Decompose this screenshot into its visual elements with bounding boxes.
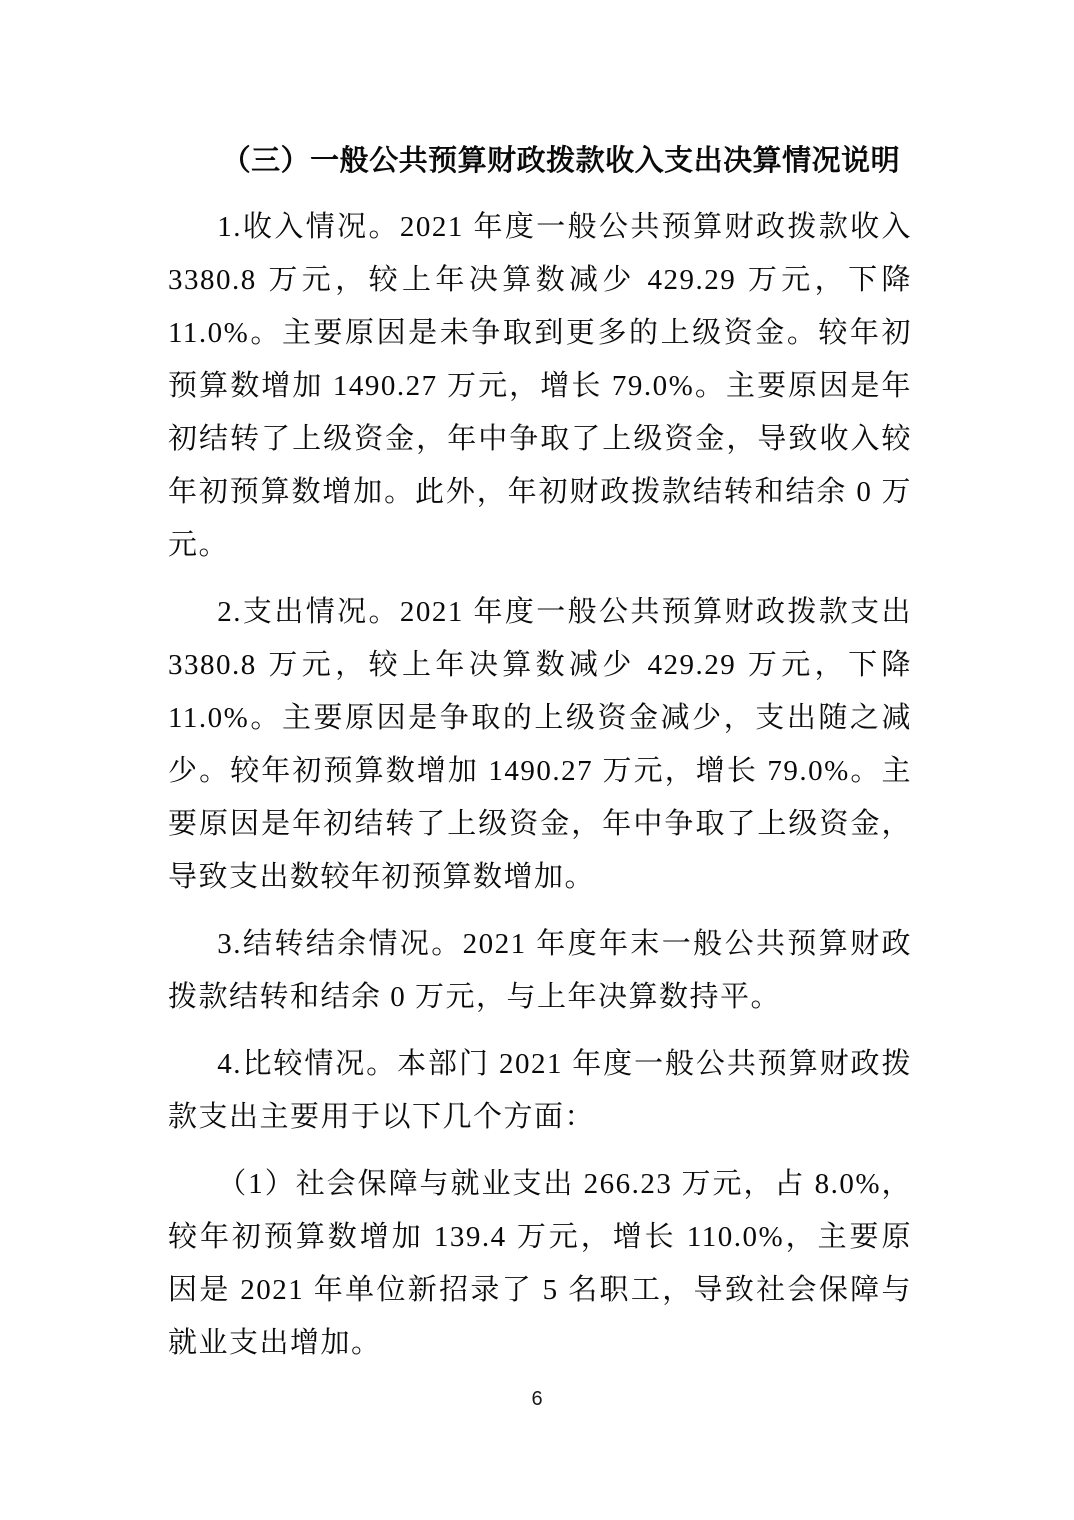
paragraph-carryover-balance: 3.结转结余情况。2021 年度年末一般公共预算财政拨款结转和结余 0 万元，与上年决算数持平。 (168, 928, 912, 1013)
paragraph-income-situation: 1.收入情况。2021 年度一般公共预算财政拨款收入 3380.8 万元，较上年决算数减少 429.29 万元，下降 11.0%。主要原因是未争取到更多的上级资金。较年初预算数增加 1490.27 万元，增长 79.0%。主要原因是年初结转了上级资金，年中争取了上级资金，导致收入较年初预算数增加。此外，年初财政拨款结转和结余 0 万元。 (168, 211, 912, 561)
section-heading: （三）一般公共预算财政拨款收入支出决算情况说明 (221, 145, 901, 177)
page-number: 6 (531, 1388, 543, 1410)
paragraph-comparison-intro: 4.比较情况。本部门 2021 年度一般公共预算财政拨款支出主要用于以下几个方面： (168, 1048, 912, 1133)
paragraph-expenditure-situation: 2.支出情况。2021 年度一般公共预算财政拨款支出 3380.8 万元，较上年决算数减少 429.29 万元，下降 11.0%。主要原因是争取的上级资金减少，支出随之减少。较年初预算数增加 1490.27 万元，增长 79.0%。主要原因是年初结转了上级资金，年中争取了上级资金，导致支出数较年初预算数增加。 (168, 596, 912, 893)
paragraph-social-security-expense: （1）社会保障与就业支出 266.23 万元，占 8.0%，较年初预算数增加 139.4 万元，增长 110.0%，主要原因是 2021 年单位新招录了 5 名职工，导致社会保障与就业支出增加。 (168, 1168, 912, 1359)
